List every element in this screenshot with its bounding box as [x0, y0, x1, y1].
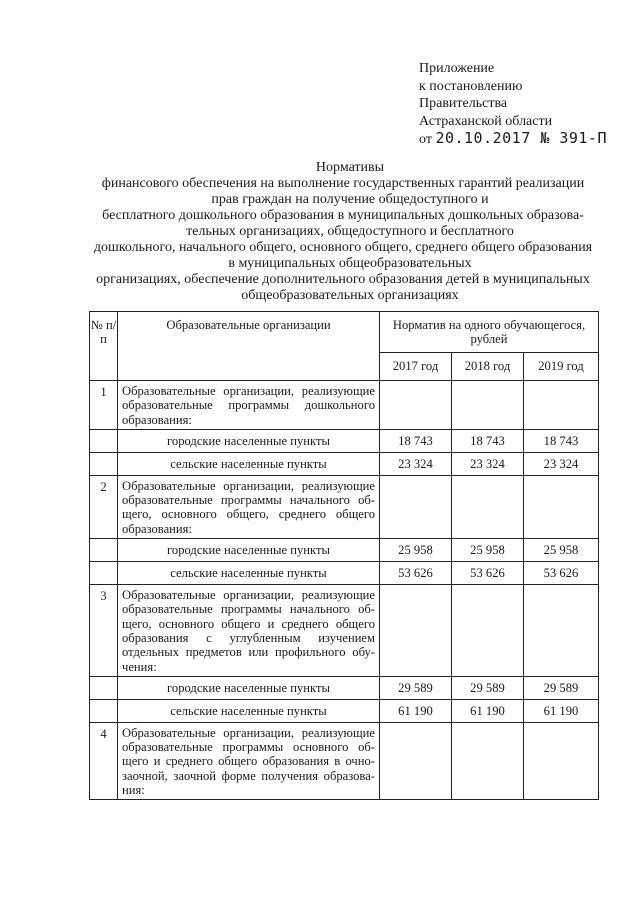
- value-2018: 23 324: [452, 452, 524, 475]
- group-row: [90, 381, 599, 430]
- appendix-date-line: [419, 130, 607, 149]
- table-row: [90, 429, 599, 452]
- value-2017: 23 324: [380, 452, 452, 475]
- group-number: 2: [90, 475, 118, 538]
- value-2018: 61 190: [452, 699, 524, 722]
- settlement-type: городские населенные пункты: [118, 676, 380, 699]
- value-2018: 29 589: [452, 676, 524, 699]
- group-description: Образовательные организации, реализующие образовательные программы начального об-щего, основного общего и среднего общего образования с углубленным изучением отдельных предметов или профильного обу-чения:: [118, 585, 380, 677]
- title-line: бесплатного дошкольного образования в муниципальных дошкольных образова-: [102, 208, 584, 223]
- title-line: в муниципальных общеобразовательных: [228, 256, 472, 271]
- group-number: 3: [90, 585, 118, 677]
- value-2018: 53 626: [452, 562, 524, 585]
- header-year: 2017 год: [380, 353, 452, 381]
- settlement-type: сельские населенные пункты: [118, 452, 380, 475]
- header-org: Образовательные организации: [118, 312, 380, 381]
- value-2018: 18 743: [452, 429, 524, 452]
- value-2017: 61 190: [380, 699, 452, 722]
- header-year: 2019 год: [524, 353, 599, 381]
- group-description: Образовательные организации, реализующие образовательные программы основного об-щего и среднего общего образования в очно-заочной, заочной форме получения образова-ния:: [118, 722, 380, 799]
- appendix-line: к постановлению: [419, 78, 523, 94]
- header-row: [90, 312, 599, 353]
- settlement-type: городские населенные пункты: [118, 429, 380, 452]
- group-row: [90, 585, 599, 677]
- title-line: прав граждан на получение общедоступного и: [211, 192, 489, 207]
- title-line: организациях, обеспечение дополнительного образования детей в муниципальных: [96, 272, 590, 287]
- title-line: общеобразовательных организациях: [241, 288, 459, 303]
- value-2019: 25 958: [524, 539, 599, 562]
- group-number: 1: [90, 381, 118, 430]
- group-number: 4: [90, 722, 118, 799]
- title-line: финансового обеспечения на выполнение государственных гарантий реализации: [101, 176, 585, 191]
- value-2019: 18 743: [524, 429, 599, 452]
- group-description: Образовательные организации, реализующие образовательные программы начального об-щего, основного общего, среднего общего образования:: [118, 475, 380, 538]
- title-line: тельных организациях, общедоступного и бесплатного: [186, 224, 514, 239]
- value-2019: 23 324: [524, 452, 599, 475]
- value-2017: 53 626: [380, 562, 452, 585]
- value-2018: 25 958: [452, 539, 524, 562]
- value-2019: 29 589: [524, 676, 599, 699]
- appendix-date-number: 20.10.2017 № 391-П: [435, 129, 607, 147]
- value-2019: 61 190: [524, 699, 599, 722]
- normatives-table: [89, 311, 599, 800]
- header-year: 2018 год: [452, 353, 524, 381]
- title-line: дошкольного, начального общего, основного общего, среднего общего образования: [93, 240, 593, 255]
- value-2019: 53 626: [524, 562, 599, 585]
- appendix-line: Правительства: [419, 96, 508, 111]
- document-title: [80, 160, 620, 304]
- value-2017: 18 743: [380, 429, 452, 452]
- table-row: [90, 539, 599, 562]
- settlement-type: городские населенные пункты: [118, 539, 380, 562]
- title-line: Нормативы: [315, 160, 385, 175]
- table-row: [90, 562, 599, 585]
- table-row: [90, 676, 599, 699]
- appendix-line: Приложение: [419, 61, 495, 76]
- value-2017: 25 958: [380, 539, 452, 562]
- header-num: № п/п: [90, 312, 118, 381]
- appendix-block: [419, 60, 607, 149]
- table-row: [90, 452, 599, 475]
- value-2017: 29 589: [380, 676, 452, 699]
- settlement-type: сельские населенные пункты: [118, 562, 380, 585]
- group-description: Образовательные организации, реализующие образовательные программы дошкольного образования:: [118, 381, 380, 430]
- appendix-line: Астраханской области: [419, 113, 553, 129]
- header-norm: Норматив на одного обучающегося, рублей: [380, 312, 599, 353]
- settlement-type: сельские населенные пункты: [118, 699, 380, 722]
- group-row: [90, 475, 599, 538]
- appendix-date-prefix: от: [419, 132, 432, 147]
- group-row: [90, 722, 599, 799]
- table-row: [90, 699, 599, 722]
